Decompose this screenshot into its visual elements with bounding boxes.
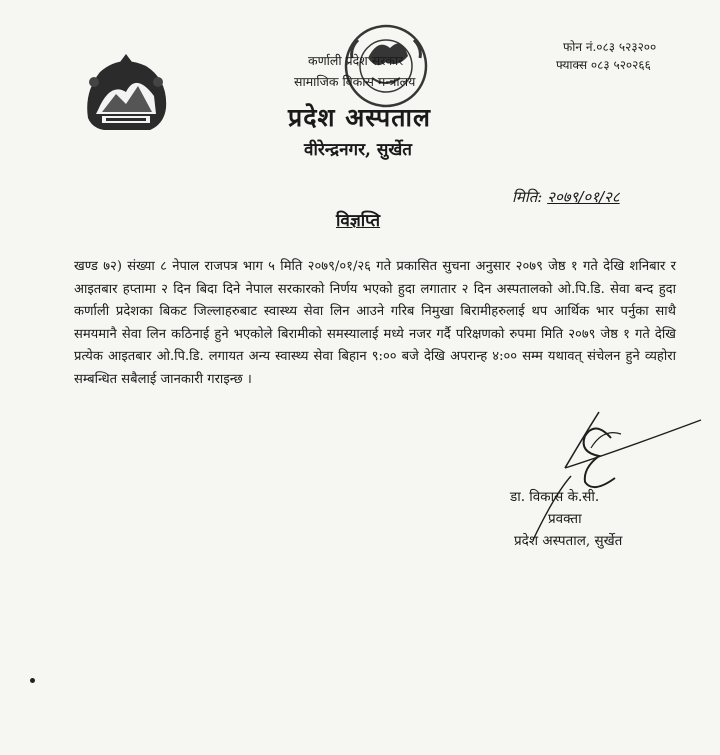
fax-number: फ्याक्स ०८३ ५२०२६६ — [556, 58, 651, 72]
date-line — [512, 187, 620, 207]
hospital-title: प्रदेश अस्पताल — [288, 103, 431, 132]
government-name: कर्णाली प्रदेश सरकार — [308, 53, 404, 68]
date-value: २०७९/०१/२८ — [547, 188, 620, 206]
hospital-location: वीरेन्द्रनगर, सुर्खेत — [304, 140, 412, 160]
phone-number: फोन नं.०८३ ५२३२०० — [563, 40, 657, 54]
notice-body: खण्ड ७२) संख्या ८ नेपाल राजपत्र भाग ५ मिति २०७९/०१/२६ गते प्रकासित सुचना अनुसार २०७९ जेष्ठ १ गते देखि शनिबार र आइतबार हप्तामा २ दिन बिदा दिने नेपाल सरकारको निर्णय भएको हुदा लगातार २ दिन अस्पतालको ओ.पि.डि. सेवा बन्द हुदा कर्णाली प्रदेशका बिकट जिल्लाहरुबाट स्वास्थ्य सेवा लिन आउने गरिब निमुखा बिरामीहरुलाई थप आर्थिक भार पर्नुका साथै समयमानै सेवा लिन कठिनाई हुने भएकोले बिरामीको समस्यालाई मध्ये नजर गर्दै परिक्षणको रुपमा मिति २०७९ जेष्ठ १ गते देखि प्रत्येक आइतबार ओ.पि.डि. लगायत अन्य स्वास्थ्य सेवा बिहान ९:०० बजे देखि अपरान्ह ४:०० सम्म यथावत् संचेलन हुने व्यहोरा सम्बन्धित सबैलाई जानकारी गराइन्छ । — [74, 259, 676, 387]
date-label: मिति: — [512, 188, 543, 206]
ministry-name: सामाजिक विकास मन्त्रालय — [294, 74, 416, 89]
nepal-emblem-logo — [80, 52, 172, 136]
signatory-designation: प्रवक्ता — [548, 511, 582, 527]
signatory-name: डा. विकास के.सी. — [510, 489, 600, 505]
notice-title: विज्ञप्ति — [336, 211, 381, 231]
ink-dot — [30, 678, 35, 683]
signatory-office: प्रदेश अस्पताल, सुर्खेत — [514, 533, 623, 549]
